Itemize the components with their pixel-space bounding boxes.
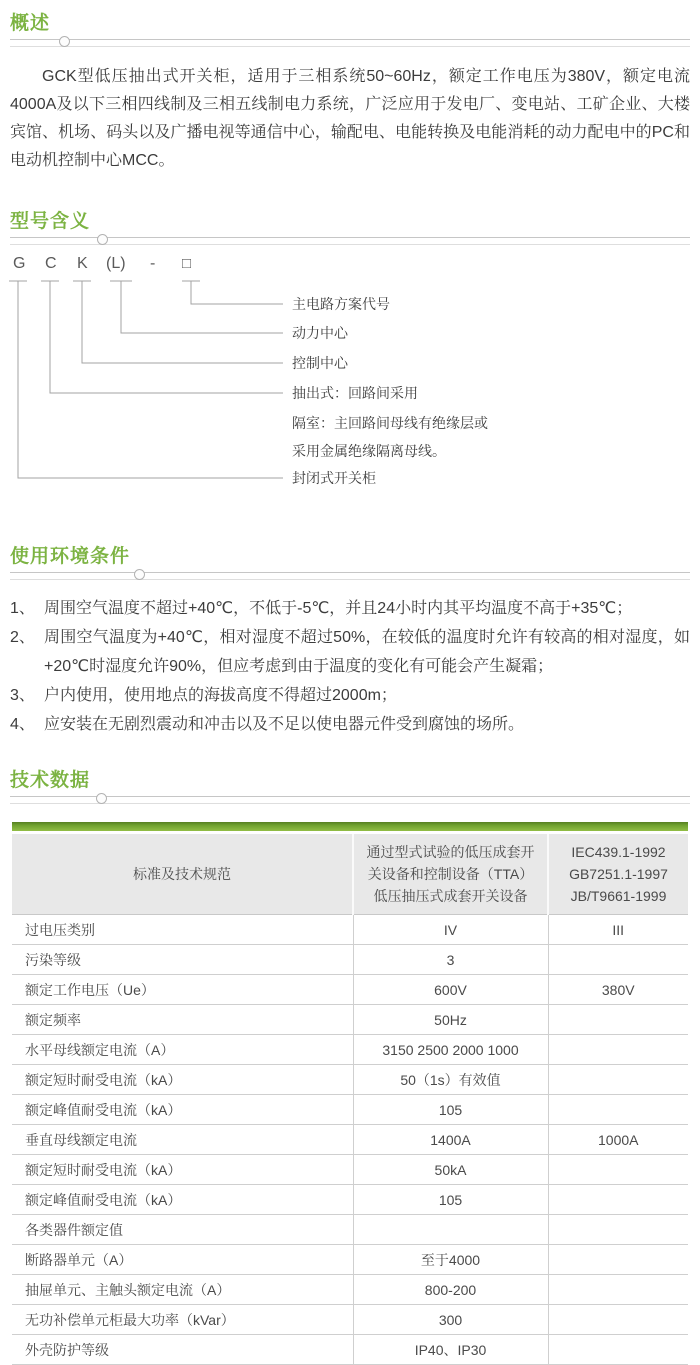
model-code-letter: K [77,255,88,272]
list-item-number: 1、 [10,600,35,617]
list-item [10,623,690,681]
row-value-2 [548,1095,688,1125]
list-item-text: 应安装在无剧烈震动和冲击以及不足以使电器元件受到腐蚀的场所。 [44,716,525,733]
row-value-2 [548,1185,688,1215]
header-line: 通过型式试验的低压成套开 [366,844,535,860]
row-value-1: 3150 2500 2000 1000 [353,1035,548,1065]
table-row [12,1215,688,1245]
table-header-row [12,834,688,915]
row-label: 污染等级 [12,945,353,975]
row-label: 额定短时耐受电流（kA） [12,1155,353,1185]
row-value-2 [548,1035,688,1065]
diagram-label: 动力中心 [292,325,348,341]
model-code-letter: (L) [106,255,126,272]
row-value-1: 1400A [353,1125,548,1155]
diagram-label: 控制中心 [292,355,348,371]
technical-data-table [12,834,688,1365]
row-label: 额定峰值耐受电流（kA） [12,1185,353,1215]
row-label: 外壳防护等级 [12,1335,353,1365]
row-value-1: 3 [353,945,548,975]
row-value-1: 105 [353,1185,548,1215]
row-value-2 [548,1305,688,1335]
list-item [10,710,690,739]
technical-heading: 技术数据 [10,770,91,791]
divider-circle-icon [96,793,107,804]
row-value-1: IV [353,915,548,945]
row-value-2 [548,1155,688,1185]
table-row [12,1035,688,1065]
list-item-text: 周围空气温度为+40℃，相对湿度不超过50%，在较低的温度时允许有较高的相对湿度，如+20℃时湿度允许90%，但应考虑到由于温度的变化有可能会产生凝霜； [44,629,690,675]
row-label: 额定工作电压（Ue） [12,975,353,1005]
divider-circle-icon [59,36,70,47]
row-label: 额定峰值耐受电流（kA） [12,1095,353,1125]
row-label: 垂直母线额定电流 [12,1125,353,1155]
model-code-diagram [0,253,700,493]
table-row [12,1185,688,1215]
row-value-1: 50（1s）有效值 [353,1065,548,1095]
header-line: GB7251.1-1997 [569,866,668,882]
model-code-letter: G [13,255,26,272]
header-line: IEC439.1-1992 [571,844,666,860]
row-value-2 [548,945,688,975]
row-value-1 [353,1215,548,1245]
row-value-1: IP40、IP30 [353,1335,548,1365]
row-value-2: 380V [548,975,688,1005]
section-divider [10,237,690,245]
list-item-text: 周围空气温度不超过+40℃，不低于-5℃，并且24小时内其平均温度不高于+35℃； [44,600,633,617]
row-value-2: III [548,915,688,945]
table-row [12,1065,688,1095]
table-row [12,975,688,1005]
table-row [12,1335,688,1365]
row-label: 各类器件额定值 [12,1215,353,1245]
row-label: 抽屉单元、主触头额定电流（A） [12,1275,353,1305]
table-accent-bar [12,822,688,831]
diagram-label: 采用金属绝缘隔离母线。 [292,443,446,459]
row-value-1: 300 [353,1305,548,1335]
column-header-standards [548,834,688,915]
table-row [12,1155,688,1185]
overview-paragraph: GCK型低压抽出式开关柜，适用于三相系统50~60Hz，额定工作电压为380V，额定电流4000A及以下三相四线制及三相五线制电力系统，广泛应用于发电厂、变电站、工矿企业、大楼宾馆、机场、码头以及广播电视等通信中心，输配电、电能转换及电能消耗的动力配电中的PC和电动机控制中心MCC。 [10,68,690,169]
column-header-spec: 标准及技术规范 [12,834,353,915]
row-value-1: 600V [353,975,548,1005]
list-item-text: 户内使用，使用地点的海拔高度不得超过2000m； [44,687,397,704]
row-label: 过电压类别 [12,915,353,945]
table-row [12,1125,688,1155]
divider-circle-icon [97,234,108,245]
row-value-2 [548,1215,688,1245]
header-line: JB/T9661-1999 [570,888,667,904]
column-header-tta [353,834,548,915]
row-value-2 [548,1245,688,1275]
list-item-number: 2、 [10,629,35,646]
table-row [12,915,688,945]
table-row [12,945,688,975]
row-value-2 [548,1335,688,1365]
row-value-1: 50Hz [353,1005,548,1035]
diagram-label: 隔室：主回路间母线有绝缘层或 [292,415,488,431]
list-item [10,594,690,623]
section-divider [10,796,690,804]
diagram-label: 主电路方案代号 [292,296,390,312]
row-label: 断路器单元（A） [12,1245,353,1275]
list-item-number: 3、 [10,687,35,704]
row-label: 水平母线额定电流（A） [12,1035,353,1065]
model-code-letter: - [150,255,156,272]
section-divider [10,572,690,580]
diagram-label: 封闭式开关柜 [292,470,376,486]
row-label: 额定频率 [12,1005,353,1035]
row-label: 额定短时耐受电流（kA） [12,1065,353,1095]
row-label: 无功补偿单元柜最大功率（kVar） [12,1305,353,1335]
environment-conditions-list [10,594,690,739]
section-divider [10,39,690,47]
row-value-2 [548,1005,688,1035]
divider-circle-icon [134,569,145,580]
row-value-1: 至于4000 [353,1245,548,1275]
row-value-2: 1000A [548,1125,688,1155]
header-line: 关设备和控制设备（TTA） [367,866,534,882]
model-heading: 型号含义 [10,211,91,232]
row-value-2 [548,1065,688,1095]
list-item-number: 4、 [10,716,35,733]
table-row [12,1275,688,1305]
table-row [12,1305,688,1335]
table-row [12,1095,688,1125]
model-code-letter: C [45,255,57,272]
list-item [10,681,690,710]
header-line: 低压抽压式成套开关设备 [373,888,528,904]
overview-heading: 概述 [10,13,51,34]
row-value-1: 50kA [353,1155,548,1185]
model-code-placeholder-box: □ [182,255,192,272]
table-row [12,1245,688,1275]
table-row [12,1005,688,1035]
row-value-1: 800-200 [353,1275,548,1305]
diagram-label: 抽出式：回路间采用 [292,385,418,401]
row-value-1: 105 [353,1095,548,1125]
environment-heading: 使用环境条件 [10,546,131,567]
row-value-2 [548,1275,688,1305]
